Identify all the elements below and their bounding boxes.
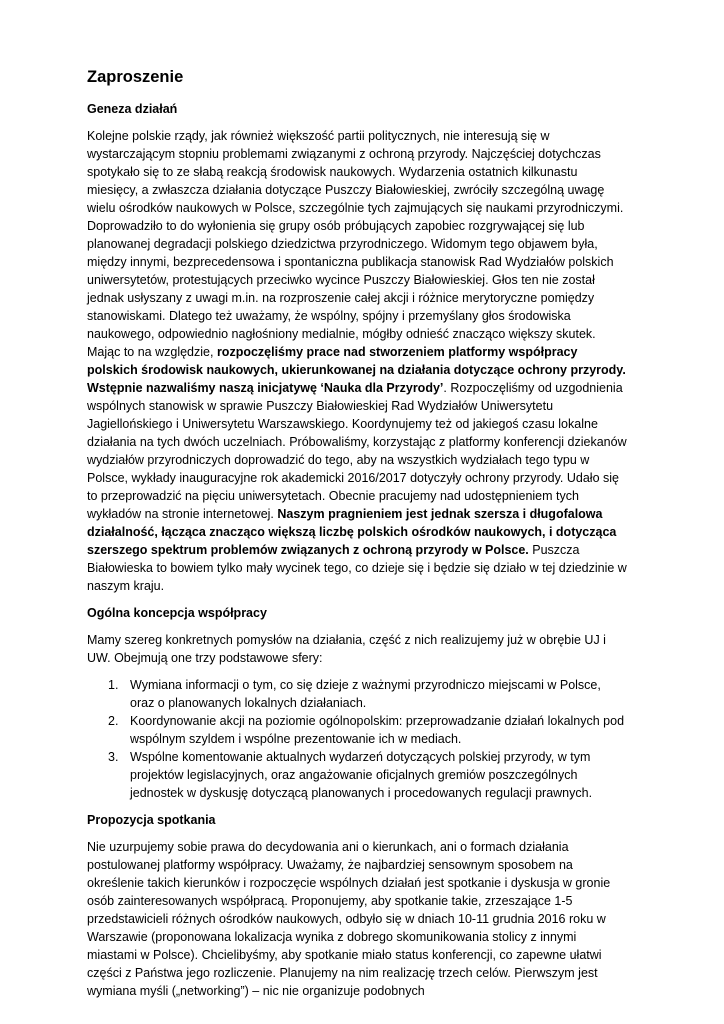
genesis-paragraph <box>87 127 627 595</box>
genesis-text-1: Kolejne polskie rządy, jak również większość partii politycznych, nie interesują się w wystarczającym stopniu problemami związanymi z ochroną przyrody. Najczęściej dotychczas spotykało się to ze słabą reakcją środowisk naukowych. Wydarzenia ostatnich kilkunastu miesięcy, a zwłaszcza działania dotyczące Puszczy Białowieskiej, zwróciły szczególną uwagę wielu ośrodków naukowych w Polsce, szczególnie tych zajmujących się naukami przyrodniczymi. Doprowadziło to do wyłonienia się grupy osób próbujących zapobiec rozgrywającej się lub planowanej degradacji polskiego dziedzictwa przyrodniczego. Widomym tego objawem była, między innymi, bezprecedensowa i spontaniczna publikacja stanowisk Rad Wydziałów polskich uniwersytetów, protestujących przeciwko wycince Puszczy Białowieskiej. Głos ten nie został jednak usłyszany z uwagi m.in. na rozproszenie całej akcji i różnice merytoryczne pomiędzy stanowiskami. Dlatego też uważamy, że wspólny, spójny i przemyślany głos środowiska naukowego, odpowiednio nagłośniony medialnie, mógłby odnieść znacząco większy skutek. Mając to na względzie, <box>87 129 624 359</box>
genesis-bold-2: Naszym pragnieniem jest jednak szersza i długofalowa działalność, łącząca znacząco większą liczbę polskich ośrodków naukowych, i dotycząca szerszego spektrum problemów związanych z ochroną przyrody w Polsce. <box>87 507 617 557</box>
cooperation-intro: Mamy szereg konkretnych pomysłów na działania, część z nich realizujemy już w obrębie UJ i UW. Obejmują one trzy podstawowe sfery: <box>87 633 606 665</box>
genesis-text-2: . Rozpoczęliśmy od uzgodnienia wspólnych stanowisk w sprawie Puszczy Białowieskiej Rad Wydziałów Uniwersytetu Jagiellońskiego i Uniwersytetu Warszawskiego. Koordynujemy też od jakiegoś czasu lokalne działania na tych dwóch uczelniach. Próbowaliśmy, korzystając z platformy konferencji dziekanów wydziałów przyrodniczych doprowadzić do tego, aby na wszystkich wydziałach tego typu w Polsce, wykłady inauguracyjne rok akademicki 2016/2017 dotyczyły ochrony przyrody. Udało się to przeprowadzić na pięciu uniwersytetach. Obecnie pracujemy nad udostępnieniem tych wykładów na stronie internetowej. <box>87 381 627 521</box>
list-item-number: 1. <box>108 678 119 692</box>
section-heading-meeting: Propozycja spotkania <box>87 813 216 827</box>
section-heading-genesis: Geneza działań <box>87 102 178 116</box>
list-item-number: 2. <box>108 714 119 728</box>
list-item <box>87 748 627 802</box>
genesis-text-3: Puszcza Białowieska to bowiem tylko mały wycinek tego, co dzieje się i będzie się działo w tej dziedzinie w naszym kraju. <box>87 543 627 593</box>
list-item-text: Wymiana informacji o tym, co się dzieje z ważnymi przyrodniczo miejscami w Polsce, oraz o planowanych lokalnych działaniach. <box>130 678 601 710</box>
list-item-number: 3. <box>108 750 119 764</box>
meeting-paragraph: Nie uzurpujemy sobie prawa do decydowania ani o kierunkach, ani o formach działania postulowanej platformy współpracy. Uważamy, że najbardziej sensownym sposobem na określenie takich kierunków i rozpoczęcie wspólnych działań jest spotkanie i dyskusja w gronie osób zainteresowanych współpracą. Proponujemy, aby spotkanie takie, zrzeszające 1-5 przedstawicieli różnych ośrodków naukowych, odbyło się w dniach 10-11 grudnia 2016 roku w Warszawie (proponowana lokalizacja wynika z dobrego skomunikowania stolicy z innymi miastami w Polsce). Chcielibyśmy, aby spotkanie miało status konferencji, co zapewne ułatwi części z Państwa jego rozliczenie. Planujemy na nim realizację trzech celów. Pierwszym jest wymiana myśli („networking”) – nic nie organizuje podobnych <box>87 840 611 998</box>
document-title: Zaproszenie <box>87 68 184 86</box>
list-item-text: Koordynowanie akcji na poziomie ogólnopolskim: przeprowadzanie działań lokalnych pod wspólnym szyldem i wspólne prezentowanie ich w mediach. <box>130 714 625 746</box>
genesis-bold-1: rozpoczęliśmy prace nad stworzeniem platformy współpracy polskich środowisk naukowych, ukierunkowanej na działania dotyczące ochrony przyrody. Wstępnie nazwaliśmy naszą inicjatywę ‘Nauka dla Przyrody’ <box>87 345 626 395</box>
cooperation-list <box>87 676 627 802</box>
list-item-text: Wspólne komentowanie aktualnych wydarzeń dotyczących polskiej przyrody, w tym projektów legislacyjnych, oraz angażowanie oficjalnych gremiów poszczególnych jednostek w dyskusję dotyczącą planowanych i procedowanych regulacji prawnych. <box>130 750 593 800</box>
list-item <box>87 712 627 748</box>
section-heading-cooperation: Ogólna koncepcja współpracy <box>87 606 267 620</box>
document-page <box>87 66 627 1009</box>
list-item <box>87 676 627 712</box>
